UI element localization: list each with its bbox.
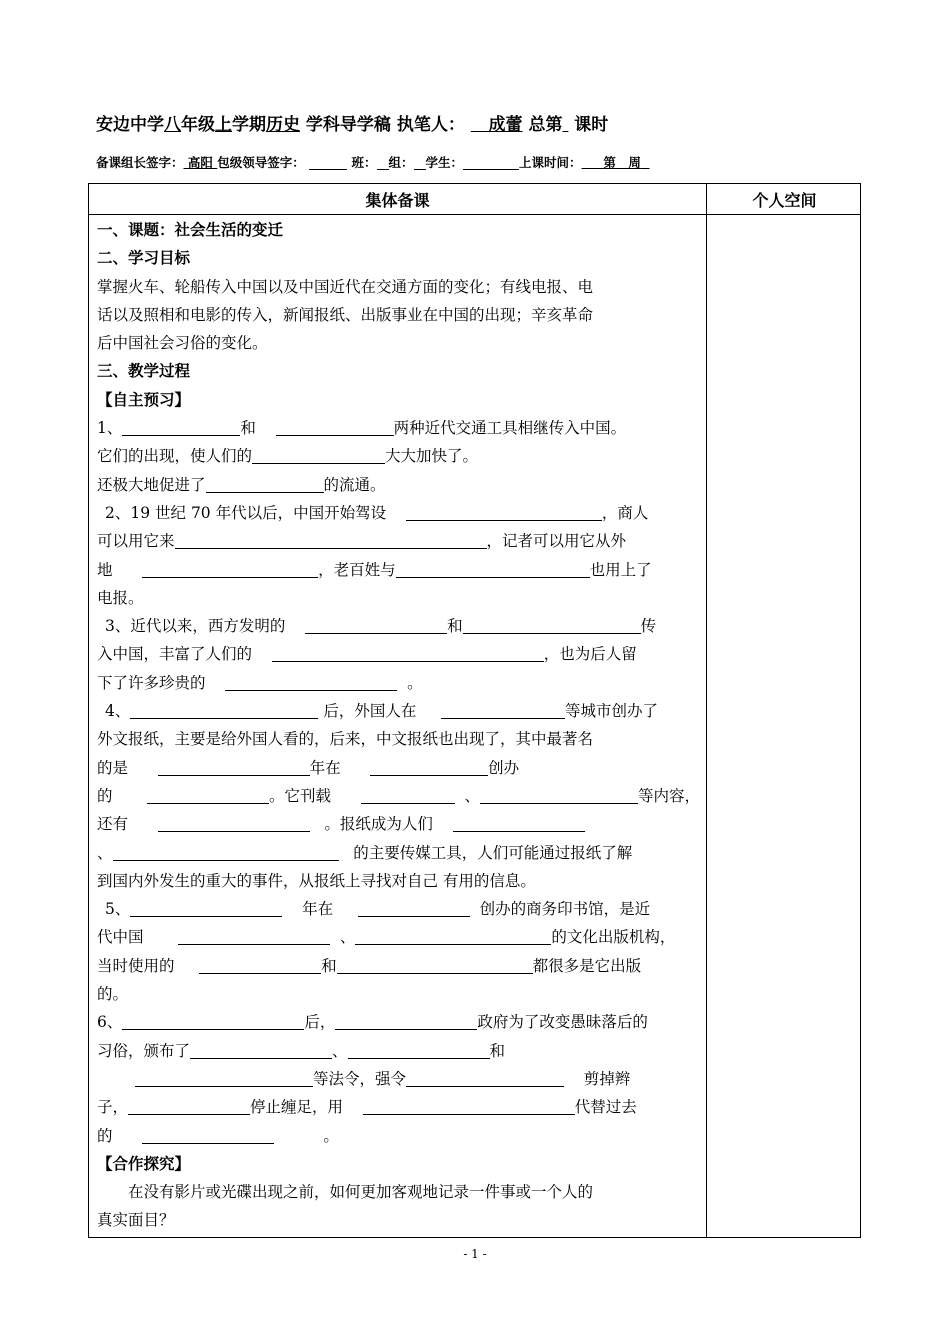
fill-blank[interactable]	[276, 416, 394, 436]
term-label: 学期	[232, 115, 266, 135]
author-value: 成蕾	[488, 115, 523, 135]
group-blank	[414, 155, 426, 170]
question-2: 电报。	[97, 588, 144, 607]
fill-blank[interactable]	[178, 925, 330, 945]
question-6: 的 。	[97, 1122, 697, 1150]
fill-blank[interactable]	[355, 925, 551, 945]
lesson-table	[88, 183, 861, 1238]
lesson-content	[97, 216, 700, 1235]
fill-blank[interactable]	[441, 699, 565, 719]
topic-heading: 一、课题：社会生活的变迁	[97, 220, 284, 239]
group-label: 组：	[388, 155, 414, 170]
page-number: - 1 -	[463, 1247, 487, 1261]
fill-blank[interactable]	[406, 1067, 564, 1087]
goals-line: 掌握火车、轮船传入中国以及中国近代在交通方面的变化；有线电报、电	[97, 277, 594, 296]
fill-blank[interactable]	[358, 897, 470, 917]
fill-blank[interactable]	[225, 671, 397, 691]
term-value: 上	[215, 115, 232, 135]
fill-blank[interactable]	[113, 841, 339, 861]
fill-blank[interactable]	[175, 529, 487, 549]
author-label: 学科导学稿 执笔人：	[305, 115, 465, 135]
question-3: 入中国，丰富了人们的 ，也为后人留	[97, 640, 697, 668]
question-2: 可以用它来 ，记者可以用它从外	[97, 527, 697, 555]
subject-value: 历史	[266, 115, 300, 135]
question-3: 下了许多珍贵的 。	[97, 669, 697, 697]
question-4: 还有 。报纸成为人们	[97, 810, 697, 838]
document-title	[96, 110, 608, 135]
question-1: 1、 和 两种近代交通工具相继传入中国。	[97, 414, 697, 442]
process-heading: 三、教学过程	[97, 361, 191, 381]
fill-blank[interactable]	[158, 812, 310, 832]
column-divider	[706, 184, 707, 1237]
total-blank	[562, 115, 568, 135]
question-4: 到国内外发生的重大的事件，从报纸上寻找对自己 有用的信息。	[97, 871, 536, 890]
fill-blank[interactable]	[147, 784, 269, 804]
pkg-leader-blank	[309, 155, 347, 170]
fill-blank[interactable]	[142, 558, 318, 578]
question-3: 3、近代以来，西方发明的 和 传	[97, 612, 697, 640]
question-4: 4、 后，外国人在 等城市创办了	[97, 697, 697, 725]
total-label: 总第	[528, 115, 563, 135]
question-1: 还极大地促进了 的流通。	[97, 471, 697, 499]
question-2: 地 ，老百姓与 也用上了	[97, 556, 697, 584]
fill-blank[interactable]	[396, 558, 590, 578]
coop-heading: 【合作探究】	[97, 1153, 191, 1173]
fill-blank[interactable]	[363, 1095, 575, 1115]
question-4: 、 的主要传媒工具，人们可能通过报纸了解	[97, 839, 697, 867]
week-value: 第 周	[603, 155, 641, 170]
question-4: 的是 年在 创办	[97, 754, 697, 782]
group-prep-header: 集体备课	[365, 191, 430, 210]
signature-line	[96, 153, 650, 171]
question-5: 的。	[97, 985, 129, 1004]
goals-heading: 二、学习目标	[97, 248, 191, 268]
fill-blank[interactable]	[142, 1124, 274, 1144]
leader-value: 高阳	[187, 155, 213, 170]
fill-blank[interactable]	[252, 444, 385, 464]
fill-blank[interactable]	[337, 954, 533, 974]
header-divider	[89, 214, 860, 215]
question-2: 2、19 世纪 70 年代以后，中国开始驾设 ，商人	[97, 499, 697, 527]
lesson-label: 课时	[574, 115, 609, 135]
leader-label: 备课组长签字：	[96, 155, 184, 170]
fill-blank[interactable]	[406, 501, 602, 521]
question-5: 当时使用的 和 都很多是它出版	[97, 952, 697, 980]
fill-blank[interactable]	[206, 473, 324, 493]
coop-line: 在没有影片或光碟出现之前，如何更加客观地记录一件事或一个人的	[128, 1183, 594, 1202]
personal-space-header: 个人空间	[752, 191, 817, 210]
fill-blank[interactable]	[453, 812, 585, 832]
question-4: 外文报纸，主要是给外国人看的，后来，中文报纸也出现了，其中最著名	[97, 730, 594, 749]
question-4: 的 。它刊载 、 等内容，	[97, 782, 697, 810]
question-6: 子， 停止缠足，用 代替过去	[97, 1093, 697, 1121]
fill-blank[interactable]	[135, 1067, 313, 1087]
preview-heading: 【自主预习】	[97, 389, 191, 409]
time-label: 上课时间：	[519, 155, 582, 170]
fill-blank[interactable]	[158, 756, 310, 776]
fill-blank[interactable]	[305, 614, 447, 634]
fill-blank[interactable]	[361, 784, 455, 804]
fill-blank[interactable]	[122, 1010, 304, 1030]
grade-value: 八	[164, 115, 181, 135]
fill-blank[interactable]	[272, 642, 544, 662]
fill-blank[interactable]	[130, 699, 318, 719]
school-name: 安边中学	[96, 115, 164, 135]
question-6: 习俗，颁布了 、 和	[97, 1037, 697, 1065]
question-5: 5、 年在 创办的商务印书馆，是近	[97, 895, 697, 923]
fill-blank[interactable]	[122, 416, 240, 436]
fill-blank[interactable]	[480, 784, 638, 804]
fill-blank[interactable]	[190, 1039, 332, 1059]
pkg-leader-label: 包级领导签字：	[217, 155, 305, 170]
class-label: 班：	[351, 155, 377, 170]
fill-blank[interactable]	[130, 897, 282, 917]
grade-label: 年级	[181, 115, 215, 135]
question-6: 6、 后， 政府为了改变愚昧落后的	[97, 1008, 697, 1036]
fill-blank[interactable]	[128, 1095, 250, 1115]
goals-line: 后中国社会习俗的变化。	[97, 334, 268, 353]
fill-blank[interactable]	[370, 756, 488, 776]
coop-line: 真实面目？	[97, 1211, 175, 1230]
question-6: 等法令，强令 剪掉辫	[97, 1065, 697, 1093]
class-blank	[377, 155, 389, 170]
fill-blank[interactable]	[199, 954, 321, 974]
student-label: 学生：	[425, 155, 464, 170]
goals-line: 话以及照相和电影的传入，新闻报纸、出版事业在中国的出现；辛亥革命	[97, 305, 594, 324]
question-1: 它们的出现，使人们的 大大加快了。	[97, 442, 697, 470]
fill-blank[interactable]	[335, 1010, 477, 1030]
student-blank	[463, 155, 519, 170]
question-5: 代中国 、 的文化出版机构，	[97, 923, 697, 951]
fill-blank[interactable]	[348, 1039, 490, 1059]
fill-blank[interactable]	[463, 614, 641, 634]
